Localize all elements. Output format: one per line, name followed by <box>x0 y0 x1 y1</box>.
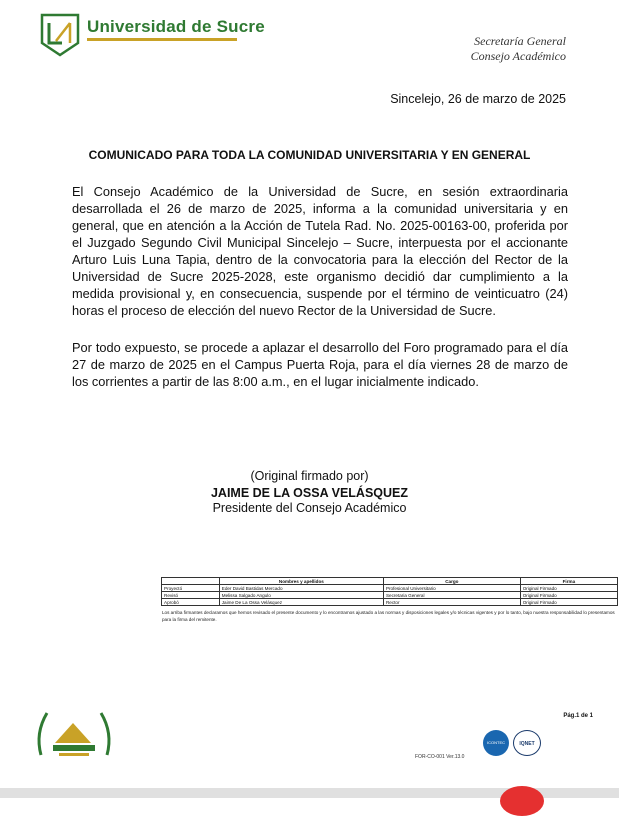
table-cell: Secretaria General <box>383 592 520 599</box>
table-header <box>162 578 220 585</box>
page-number: Pág.1 de 1 <box>563 713 593 719</box>
consejo-label: Consejo Académico <box>470 49 566 63</box>
table-cell: Aprobó <box>162 599 220 606</box>
table-header: Nombres y apellidos <box>219 578 383 585</box>
table-cell: Original Firmado <box>520 585 617 592</box>
table-cell: Original Firmado <box>520 599 617 606</box>
icontec-certification-icon: ICONTEC <box>483 730 509 756</box>
table-header: Firma <box>520 578 617 585</box>
review-table <box>161 577 618 606</box>
table-row <box>162 592 618 599</box>
secretaria-label: Secretaría General <box>474 34 566 48</box>
review-note: Los arriba firmantes declaramos que hemos revisado el presente documento y lo encontramos ajustado a las normas y disposiciones legales y/o técnicas vigentes y por lo tanto, bajo nuestra responsabilidad lo presentamos para la firma del remitente. <box>162 610 615 622</box>
document-code: FOR-CO-001 Ver.13.0 <box>415 754 465 760</box>
body-paragraph-1: El Consejo Académico de la Universidad de Sucre, en sesión extraordinaria desarrollada el 26 de marzo de 2025, informa a la comunidad universitaria y en general, que en atención a la Acción de Tutela Rad. No. 2025-00163-00, proferida por el Juzgado Segundo Civil Municipal Sincelejo – Sucre, interpuesta por el accionante Arturo Luis Luna Tapia, dentro de la convocatoria para la elección del Rector de la Universidad de Sucre 2025-2028, este organismo decidió dar cumplimiento a la medida provisional y, en consecuencia, suspende por el término de veinticuatro (24) horas el proceso de elección del nuevo Rector de la Universidad de Sucre. <box>72 184 568 318</box>
table-cell: Eder David Bastidas Mercado <box>219 585 383 592</box>
name-underline <box>87 38 237 41</box>
document-title: COMUNICADO PARA TODA LA COMUNIDAD UNIVERSITARIA Y EN GENERAL <box>88 148 531 162</box>
table-header: Cargo <box>383 578 520 585</box>
table-cell: Proyectó <box>162 585 220 592</box>
signature-position: Presidente del Consejo Académico <box>212 501 407 515</box>
table-row <box>162 585 618 592</box>
signature-original-note: (Original firmado por) <box>250 469 369 483</box>
office-block <box>471 34 566 64</box>
table-cell: Profesional Universitario <box>383 585 520 592</box>
iqnet-certification-icon: IQNET <box>513 730 541 756</box>
table-row <box>162 599 618 606</box>
table-cell: Revisó <box>162 592 220 599</box>
university-name: Universidad de Sucre <box>87 17 265 36</box>
table-cell: Melissa Salgado Angulo <box>219 592 383 599</box>
table-cell: Rector <box>383 599 520 606</box>
date-line: Sincelejo, 26 de marzo de 2025 <box>390 92 566 106</box>
table-cell: Original Firmado <box>520 592 617 599</box>
body-paragraph-2: Por todo expuesto, se procede a aplazar el desarrollo del Foro programado para el día 27 de marzo de 2025 en el Campus Puerta Roja, para el día viernes 28 de marzo de los corrientes a partir de las 8:00 a.m., en el lugar inicialmente indicado. <box>72 340 568 389</box>
signature-name: JAIME DE LA OSSA VELÁSQUEZ <box>210 486 408 500</box>
university-logo <box>40 13 80 57</box>
crest-logo <box>33 703 115 767</box>
table-cell: Jaime De La Ossa Velásquez <box>219 599 383 606</box>
red-circle-decoration <box>500 786 544 816</box>
table-header-row <box>162 578 618 585</box>
